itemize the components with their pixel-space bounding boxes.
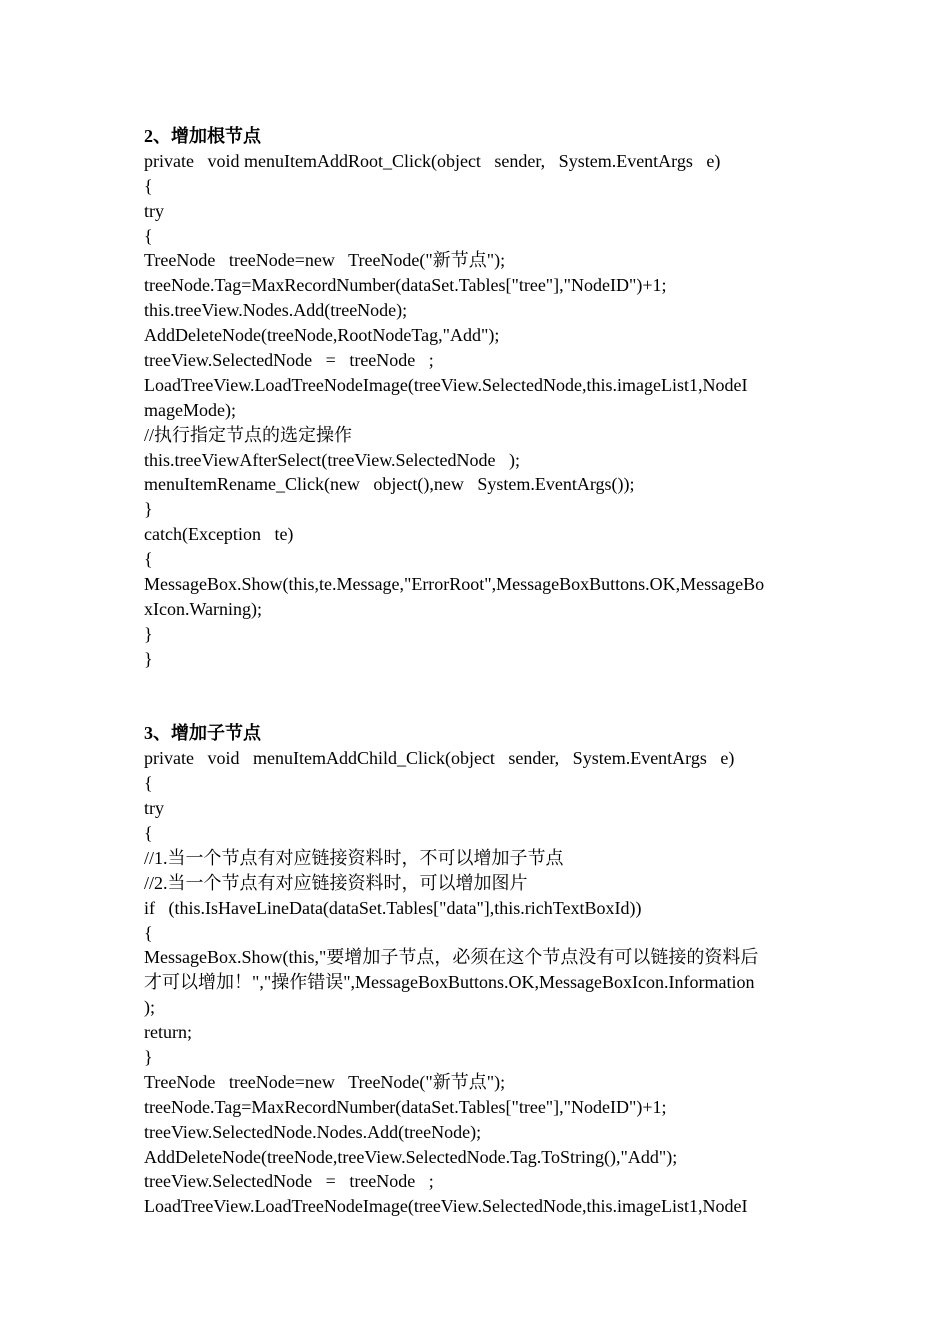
code-line: { xyxy=(144,773,153,794)
code-line: menuItemRename_Click(new object(),new System.EventArgs()); xyxy=(144,474,635,495)
code-line: } xyxy=(144,648,153,669)
code-line: try xyxy=(144,798,164,819)
section-3-code xyxy=(144,746,806,1219)
code-comment-line: //1.当一个节点有对应链接资料时，不可以增加子节点 xyxy=(144,847,564,868)
section-2-code xyxy=(144,149,806,672)
code-line: ); xyxy=(144,997,155,1018)
code-line: } xyxy=(144,1046,153,1067)
code-line: MessageBox.Show(this,te.Message,"ErrorRoot",MessageBoxButtons.OK,MessageBo xyxy=(144,574,765,595)
code-line: private void menuItemAddChild_Click(object sender, System.EventArgs e) xyxy=(144,748,735,769)
code-line: try xyxy=(144,200,164,221)
code-comment-line: //执行指定节点的选定操作 xyxy=(144,424,353,445)
code-line: AddDeleteNode(treeNode,RootNodeTag,"Add"); xyxy=(144,325,500,346)
code-comment-line: //2.当一个节点有对应链接资料时，可以增加图片 xyxy=(144,872,528,893)
code-line: treeNode.Tag=MaxRecordNumber(dataSet.Tables["tree"],"NodeID")+1; xyxy=(144,1096,667,1117)
code-line: TreeNode treeNode=new TreeNode("新节点"); xyxy=(144,1071,506,1092)
code-line: catch(Exception te) xyxy=(144,524,294,545)
code-line: return; xyxy=(144,1022,192,1043)
code-line: { xyxy=(144,822,153,843)
section-2-heading: 2、增加根节点 xyxy=(144,126,261,146)
code-line: treeView.SelectedNode = treeNode ; xyxy=(144,1171,434,1192)
code-line: this.treeView.Nodes.Add(treeNode); xyxy=(144,300,408,321)
code-line: AddDeleteNode(treeNode,treeView.SelectedNode.Tag.ToString(),"Add"); xyxy=(144,1146,678,1167)
code-line: private void menuItemAddRoot_Click(object sender, System.EventArgs e) xyxy=(144,150,721,171)
code-line: treeView.SelectedNode = treeNode ; xyxy=(144,350,434,371)
section-spacer xyxy=(144,672,806,722)
code-line: { xyxy=(144,175,153,196)
code-line: } xyxy=(144,499,153,520)
code-line: 才可以增加！","操作错误",MessageBoxButtons.OK,MessageBoxIcon.Information xyxy=(144,972,755,993)
code-line: LoadTreeView.LoadTreeNodeImage(treeView.SelectedNode,this.imageList1,NodeI xyxy=(144,1196,748,1217)
code-line: { xyxy=(144,922,153,943)
code-line: if (this.IsHaveLineData(dataSet.Tables["data"],this.richTextBoxId)) xyxy=(144,897,642,918)
code-line: mageMode); xyxy=(144,399,236,420)
code-line: { xyxy=(144,225,153,246)
code-line: TreeNode treeNode=new TreeNode("新节点"); xyxy=(144,250,506,271)
code-line: MessageBox.Show(this,"要增加子节点，必须在这个节点没有可以链接的资料后 xyxy=(144,947,759,968)
code-line: xIcon.Warning); xyxy=(144,598,263,619)
section-3-heading: 3、增加子节点 xyxy=(144,723,261,744)
code-line: treeNode.Tag=MaxRecordNumber(dataSet.Tables["tree"],"NodeID")+1; xyxy=(144,275,667,296)
code-line: LoadTreeView.LoadTreeNodeImage(treeView.SelectedNode,this.imageList1,NodeI xyxy=(144,374,748,395)
code-line: { xyxy=(144,549,153,570)
code-line: treeView.SelectedNode.Nodes.Add(treeNode); xyxy=(144,1121,482,1142)
code-line: } xyxy=(144,623,153,644)
code-line: this.treeViewAfterSelect(treeView.SelectedNode ); xyxy=(144,449,521,470)
document-body xyxy=(144,124,806,1219)
